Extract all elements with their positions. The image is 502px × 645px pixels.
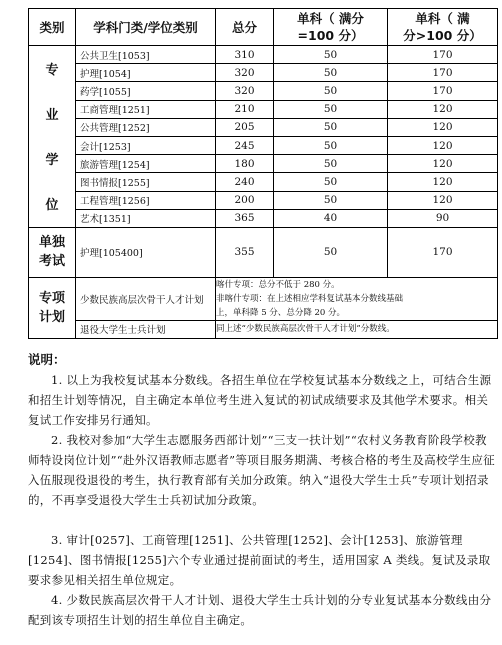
header-single-100 (274, 9, 388, 46)
explanation-paragraph: 3. 审计[0257]、工商管理[1251]、公共管理[1252]、会计[1253]、旅游管理[1254]、图书情报[1255]六个专业通过提前面试的考生，适用国家 A 类线。复试及录取要求参见相关招生单位规定。 (28, 533, 491, 587)
table-row-independent (29, 227, 498, 277)
single-100-cell: 50 (274, 191, 388, 209)
single-gt100-cell: 170 (388, 64, 498, 82)
single-gt100-cell: 120 (388, 191, 498, 209)
single-gt100-cell: 120 (388, 155, 498, 173)
single-100-cell: 50 (274, 173, 388, 191)
single-100-cell: 50 (274, 227, 388, 277)
major-cell: 药学[1055] (76, 82, 216, 100)
single-100-cell: 50 (274, 46, 388, 64)
major-cell: 退役大学生士兵计划 (76, 320, 216, 338)
category-char: 专 (45, 63, 59, 79)
single-gt100-cell: 120 (388, 136, 498, 154)
table-row (29, 82, 498, 100)
table-row (29, 64, 498, 82)
single-100-cell: 50 (274, 64, 388, 82)
table-header-row (29, 9, 498, 46)
category-char: 学 (45, 153, 59, 169)
major-cell: 公共管理[1252] (76, 118, 216, 136)
category-line: 单独 (38, 235, 65, 251)
major-cell: 艺术[1351] (76, 209, 216, 227)
single-100-cell: 50 (274, 118, 388, 136)
category-char: 业 (45, 108, 59, 124)
header-single-gt100-line2: 分>100 分） (403, 28, 482, 43)
table-row (29, 136, 498, 154)
single-gt100-cell: 170 (388, 82, 498, 100)
header-category: 类别 (29, 9, 76, 46)
single-100-cell: 40 (274, 209, 388, 227)
total-cell: 365 (216, 209, 274, 227)
category-special (29, 277, 76, 338)
total-cell: 180 (216, 155, 274, 173)
table-row (29, 191, 498, 209)
table-row (29, 118, 498, 136)
single-gt100-cell: 120 (388, 118, 498, 136)
single-100-cell: 50 (274, 100, 388, 118)
total-cell: 245 (216, 136, 274, 154)
total-cell: 320 (216, 82, 274, 100)
table-row-special (29, 320, 498, 338)
total-cell: 320 (216, 64, 274, 82)
total-cell: 200 (216, 191, 274, 209)
header-single-gt100-line1: 单科（ 满 (415, 11, 470, 26)
note-line: 喀什专项：总分不低于 280 分。 (216, 279, 340, 290)
table-row (29, 173, 498, 191)
table-row (29, 155, 498, 173)
table-row (29, 46, 498, 64)
major-cell: 护理[1054] (76, 64, 216, 82)
total-cell: 210 (216, 100, 274, 118)
single-gt100-cell: 120 (388, 100, 498, 118)
single-100-cell: 50 (274, 136, 388, 154)
special-note-cell (216, 320, 498, 338)
header-total: 总分 (216, 9, 274, 46)
explanation-title: 说明： (28, 352, 66, 367)
table-row (29, 209, 498, 227)
table-row-special (29, 277, 498, 320)
major-cell: 会计[1253] (76, 136, 216, 154)
major-cell: 少数民族高层次骨干人才计划 (76, 277, 216, 320)
table-row (29, 100, 498, 118)
single-gt100-cell: 170 (388, 46, 498, 64)
note-line: 同上述“少数民族高层次骨干人才计划”分数线。 (216, 324, 395, 335)
header-single-100-line2: =100 分） (297, 28, 364, 43)
major-cell: 工程管理[1256] (76, 191, 216, 209)
category-independent (29, 227, 76, 277)
single-gt100-cell: 170 (388, 227, 498, 277)
total-cell: 310 (216, 46, 274, 64)
category-line: 考试 (38, 254, 65, 270)
single-100-cell: 50 (274, 82, 388, 100)
special-note-cell (216, 277, 498, 320)
major-cell: 公共卫生[1053] (76, 46, 216, 64)
header-major: 学科门类/学位类别 (76, 9, 216, 46)
single-gt100-cell: 120 (388, 173, 498, 191)
score-table (28, 8, 498, 339)
category-line: 专项 (38, 290, 65, 306)
category-professional (29, 46, 76, 228)
explanation-paragraph: 2. 我校对参加“大学生志愿服务西部计划”“三支一扶计划”“农村义务教育阶段学校教师特设岗位计划”“赴外汉语教师志愿者”等项目服务期满、考核合格的考生及高校学生应征入伍服现役退役的考生，执行教育部有关加分政策。纳入“退役大学生士兵”专项计划招录的，不再享受退役大学生士兵初试加分政策。 (28, 433, 495, 507)
category-char: 位 (45, 198, 59, 214)
note-line: 上，单科降 5 分、总分降 20 分。 (216, 307, 346, 318)
major-cell: 护理[105400] (76, 227, 216, 277)
major-cell: 图书情报[1255] (76, 173, 216, 191)
header-single-100-line1: 单科（ 满分 (297, 11, 364, 26)
explanation-paragraph: 1. 以上为我校复试基本分数线。各招生单位在学校复试基本分数线之上，可结合生源和招生计划等情况，自主确定本单位考生进入复试的初试成绩要求及其他学术要求。相关复试工作安排另行通知。 (28, 373, 492, 427)
note-line: 非喀什专项：在上述相应学科复试基本分数线基础 (216, 293, 404, 304)
total-cell: 205 (216, 118, 274, 136)
category-line: 计划 (38, 309, 65, 325)
single-gt100-cell: 90 (388, 209, 498, 227)
header-single-gt100 (388, 9, 498, 46)
total-cell: 240 (216, 173, 274, 191)
major-cell: 旅游管理[1254] (76, 155, 216, 173)
explanation-paragraph: 4. 少数民族高层次骨干人才计划、退役大学生士兵计划的分专业复试基本分数线由分配到该专项招生计划的招生单位自主确定。 (28, 593, 492, 627)
major-cell: 工商管理[1251] (76, 100, 216, 118)
single-100-cell: 50 (274, 155, 388, 173)
total-cell: 355 (216, 227, 274, 277)
